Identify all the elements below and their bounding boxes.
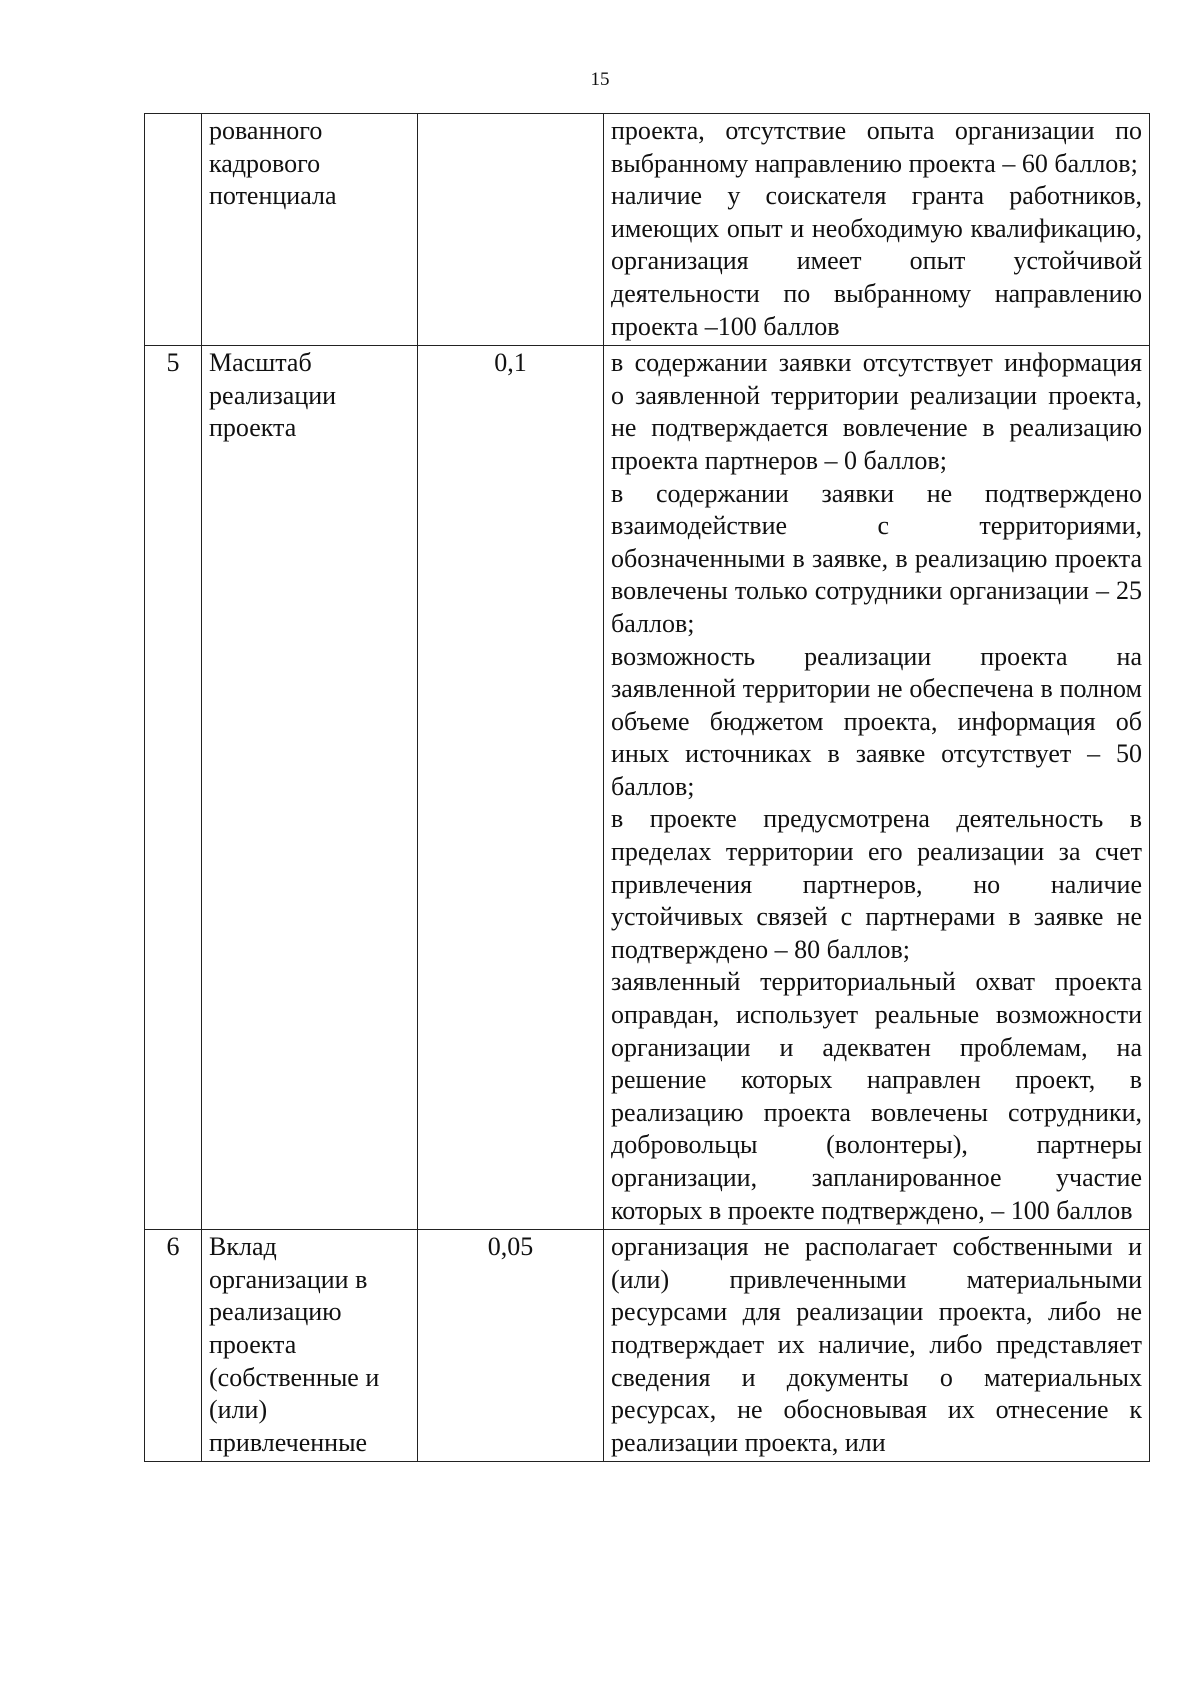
criterion-weight: 0,1 [418, 346, 604, 1230]
criteria-table [144, 113, 1150, 1462]
score-paragraph: организация не располагает собственными и (или) привлеченными материальными ресурсами для реализации проекта, либо не подтверждает их наличие, либо представляет сведения и документы о материальных ресурсах, не обосновывая их отнесение к реализации проекта, или [611, 1232, 1142, 1457]
score-paragraph: в проекте предусмотрена деятельность в пределах территории его реализации за счет привлечения партнеров, но наличие устойчивых связей с партнерами в заявке не подтверждено – 80 баллов; [611, 804, 1142, 964]
criterion-description [604, 1230, 1150, 1462]
criterion-name-text: Вклад организации в реализацию проекта (собственные и (или) привлеченные [209, 1232, 380, 1457]
criterion-name-text: Масштаб реализации проекта [209, 348, 337, 443]
score-paragraph: наличие у соискателя гранта работников, имеющих опыт и необходимую квалификацию, организация имеет опыт устойчивой деятельности по выбранному направлению проекта –100 баллов [611, 181, 1142, 341]
score-paragraph: в содержании заявки не подтверждено взаимодействие с территориями, обозначенными в заявке, в реализацию проекта вовлечены только сотрудники организации – 25 баллов; [611, 478, 1142, 638]
table-row [145, 1230, 1150, 1462]
score-paragraph: в содержании заявки отсутствует информация о заявленной территории реализации проекта, не подтверждается вовлечение в реализацию проекта партнеров – 0 баллов; [611, 348, 1142, 475]
table-row [145, 114, 1150, 346]
criterion-description [604, 346, 1150, 1230]
page-number: 15 [590, 69, 610, 90]
criterion-name [202, 346, 418, 1230]
table-row [145, 346, 1150, 1230]
criterion-name [202, 114, 418, 346]
score-paragraph: возможность реализации проекта на заявленной территории не обеспечена в полном объеме бюджетом проекта, информация об иных источниках в заявке отсутствует – 50 баллов; [611, 641, 1142, 801]
score-paragraph: заявленный территориальный охват проекта оправдан, использует реальные возможности организации и адекватен проблемам, на решение которых направлен проект, в реализацию проекта вовлечены сотрудники, добровольцы (волонтеры), партнеры организации, запланированное участие которых в проекте подтверждено, – 100 баллов [611, 967, 1142, 1225]
criterion-weight: 0,05 [418, 1230, 604, 1462]
criterion-description [604, 114, 1150, 346]
criterion-number: 5 [145, 346, 202, 1230]
criterion-weight [418, 114, 604, 346]
score-paragraph: проекта, отсутствие опыта организации по выбранному направлению проекта – 60 баллов; [611, 116, 1142, 178]
criterion-number [145, 114, 202, 346]
criterion-number: 6 [145, 1230, 202, 1462]
criterion-name [202, 1230, 418, 1462]
criterion-name-text: рованного кадрового потенциала [209, 116, 337, 211]
